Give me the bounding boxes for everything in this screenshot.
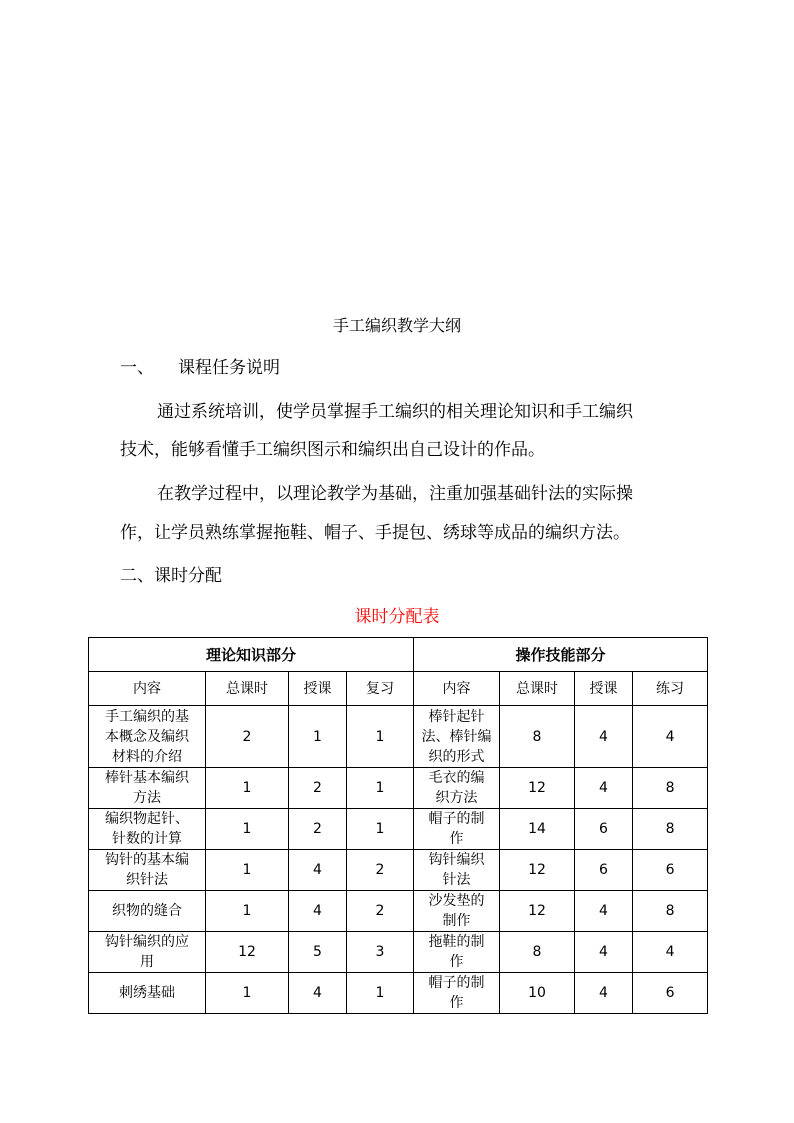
table-row [89, 809, 708, 850]
practice-lecture-hours-cell: 4 [575, 891, 633, 932]
practice-total-hours-cell: 12 [500, 850, 575, 891]
theory-lecture-hours-cell: 4 [289, 973, 347, 1014]
practice-content-cell-line: 作 [449, 831, 464, 847]
theory-content-cell-line: 钩针编织的应 [105, 934, 189, 950]
practice-exercise-hours-cell: 8 [633, 809, 708, 850]
theory-review-hours-cell: 1 [347, 706, 414, 768]
column-header: 内容 [89, 672, 206, 706]
theory-content-cell-line: 刺绣基础 [119, 985, 175, 1001]
section-heading-2 [120, 563, 222, 589]
practice-lecture-hours-cell: 6 [575, 809, 633, 850]
theory-review-hours-cell: 2 [347, 891, 414, 932]
theory-content-cell [89, 932, 206, 973]
theory-content-cell-line: 材料的介绍 [112, 748, 182, 765]
practice-content-cell [414, 850, 500, 891]
theory-lecture-hours-cell: 5 [289, 932, 347, 973]
section-title: 课时分配 [154, 566, 222, 586]
column-header-row [89, 672, 708, 706]
practice-content-cell-line: 法、棒针编 [421, 728, 492, 745]
practice-total-hours-cell: 8 [500, 706, 575, 768]
theory-review-hours-cell: 1 [347, 768, 414, 809]
practice-content-cell-line: 作 [449, 995, 464, 1011]
class-hours-table [88, 637, 708, 1014]
table-row [89, 891, 708, 932]
section-heading-1 [120, 355, 280, 381]
practice-content-cell-line: 棒针起针 [428, 708, 485, 725]
practice-content-cell-line: 帽子的制 [428, 975, 485, 991]
theory-total-hours-cell: 1 [206, 809, 289, 850]
practice-lecture-hours-cell: 4 [575, 932, 633, 973]
practice-content-cell-line: 沙发垫的 [428, 893, 485, 909]
table-row [89, 768, 708, 809]
theory-content-cell-line: 编织物起针、 [105, 811, 189, 827]
section-number: 一、 [120, 358, 154, 378]
practice-lecture-hours-cell: 4 [575, 973, 633, 1014]
theory-total-hours-cell: 1 [206, 850, 289, 891]
theory-content-cell-line: 手工编织的基 [105, 708, 189, 725]
practice-content-cell [414, 768, 500, 809]
theory-total-hours-cell: 1 [206, 768, 289, 809]
column-header: 内容 [414, 672, 500, 706]
table-row [89, 706, 708, 768]
practice-exercise-hours-cell: 4 [633, 932, 708, 973]
practice-content-cell [414, 706, 500, 768]
theory-content-cell-line: 织针法 [126, 872, 168, 888]
paragraph-1-line-2: 技术，能够看懂手工编织图示和编织出自己设计的作品。 [120, 440, 545, 460]
practice-exercise-hours-cell: 8 [633, 768, 708, 809]
theory-total-hours-cell: 1 [206, 891, 289, 932]
paragraph-2-line-2: 作，让学员熟练掌握拖鞋、帽子、手提包、绣球等成品的编织方法。 [120, 523, 630, 543]
practice-lecture-hours-cell: 4 [575, 768, 633, 809]
practice-content-cell-line: 制作 [442, 913, 471, 929]
paragraph-2-line-1: 在教学过程中，以理论教学为基础，注重加强基础针法的实际操 [157, 484, 633, 504]
practice-content-cell [414, 932, 500, 973]
document-title: 手工编织教学大纲 [332, 316, 461, 335]
theory-review-hours-cell: 2 [347, 850, 414, 891]
column-header: 总课时 [206, 672, 289, 706]
practice-lecture-hours-cell: 4 [575, 706, 633, 768]
practice-total-hours-cell: 12 [500, 891, 575, 932]
practice-exercise-hours-cell: 6 [633, 850, 708, 891]
practice-total-hours-cell: 12 [500, 768, 575, 809]
theory-content-cell-line: 针数的计算 [112, 831, 182, 847]
theory-content-cell-line: 织物的缝合 [112, 903, 182, 919]
practice-exercise-hours-cell: 8 [633, 891, 708, 932]
theory-content-cell [89, 973, 206, 1014]
theory-total-hours-cell: 2 [206, 706, 289, 768]
practice-content-cell-line: 织的形式 [428, 748, 485, 765]
column-header: 复习 [347, 672, 414, 706]
practice-total-hours-cell: 14 [500, 809, 575, 850]
group-header-row [89, 638, 708, 672]
practice-content-cell-line: 针法 [442, 872, 471, 888]
theory-content-cell [89, 768, 206, 809]
practice-content-cell-line: 织方法 [435, 790, 478, 806]
practice-content-cell-line: 毛衣的编 [428, 770, 485, 786]
table-row [89, 932, 708, 973]
section-number: 二、 [120, 566, 154, 586]
theory-total-hours-cell: 1 [206, 973, 289, 1014]
practice-total-hours-cell: 8 [500, 932, 575, 973]
practice-total-hours-cell: 10 [500, 973, 575, 1014]
theory-review-hours-cell: 3 [347, 932, 414, 973]
theory-content-cell-line: 棒针基本编织 [105, 770, 189, 786]
paragraph-1-line-1: 通过系统培训，使学员掌握手工编织的相关理论知识和手工编织 [157, 402, 633, 422]
theory-lecture-hours-cell: 2 [289, 809, 347, 850]
column-header: 总课时 [500, 672, 575, 706]
practice-lecture-hours-cell: 6 [575, 850, 633, 891]
column-header: 授课 [575, 672, 633, 706]
practice-exercise-hours-cell: 6 [633, 973, 708, 1014]
theory-content-cell [89, 706, 206, 768]
theory-content-cell [89, 850, 206, 891]
section-title: 课程任务说明 [178, 358, 280, 378]
theory-content-cell-line: 方法 [133, 790, 161, 806]
table-caption: 课时分配表 [354, 607, 440, 627]
theory-review-hours-cell: 1 [347, 809, 414, 850]
theory-content-cell-line: 钩针的基本编 [105, 852, 189, 868]
practice-exercise-hours-cell: 4 [633, 706, 708, 768]
table-row [89, 850, 708, 891]
theory-lecture-hours-cell: 2 [289, 768, 347, 809]
practice-content-cell-line: 帽子的制 [428, 811, 485, 827]
theory-review-hours-cell: 1 [347, 973, 414, 1014]
theory-lecture-hours-cell: 1 [289, 706, 347, 768]
table-row [89, 973, 708, 1014]
practice-content-cell [414, 891, 500, 932]
practice-content-cell-line: 钩针编织 [428, 852, 485, 868]
practice-content-cell [414, 973, 500, 1014]
column-header: 练习 [633, 672, 708, 706]
practice-content-cell-line: 拖鞋的制 [428, 934, 485, 950]
practice-content-cell [414, 809, 500, 850]
theory-content-cell [89, 809, 206, 850]
column-header: 授课 [289, 672, 347, 706]
theory-content-cell-line: 用 [140, 954, 154, 970]
theory-content-cell-line: 本概念及编织 [105, 728, 189, 745]
practice-content-cell-line: 作 [449, 954, 464, 970]
theory-group-header: 理论知识部分 [89, 638, 414, 672]
theory-lecture-hours-cell: 4 [289, 850, 347, 891]
theory-total-hours-cell: 12 [206, 932, 289, 973]
practice-group-header: 操作技能部分 [414, 638, 708, 672]
theory-lecture-hours-cell: 4 [289, 891, 347, 932]
theory-content-cell [89, 891, 206, 932]
